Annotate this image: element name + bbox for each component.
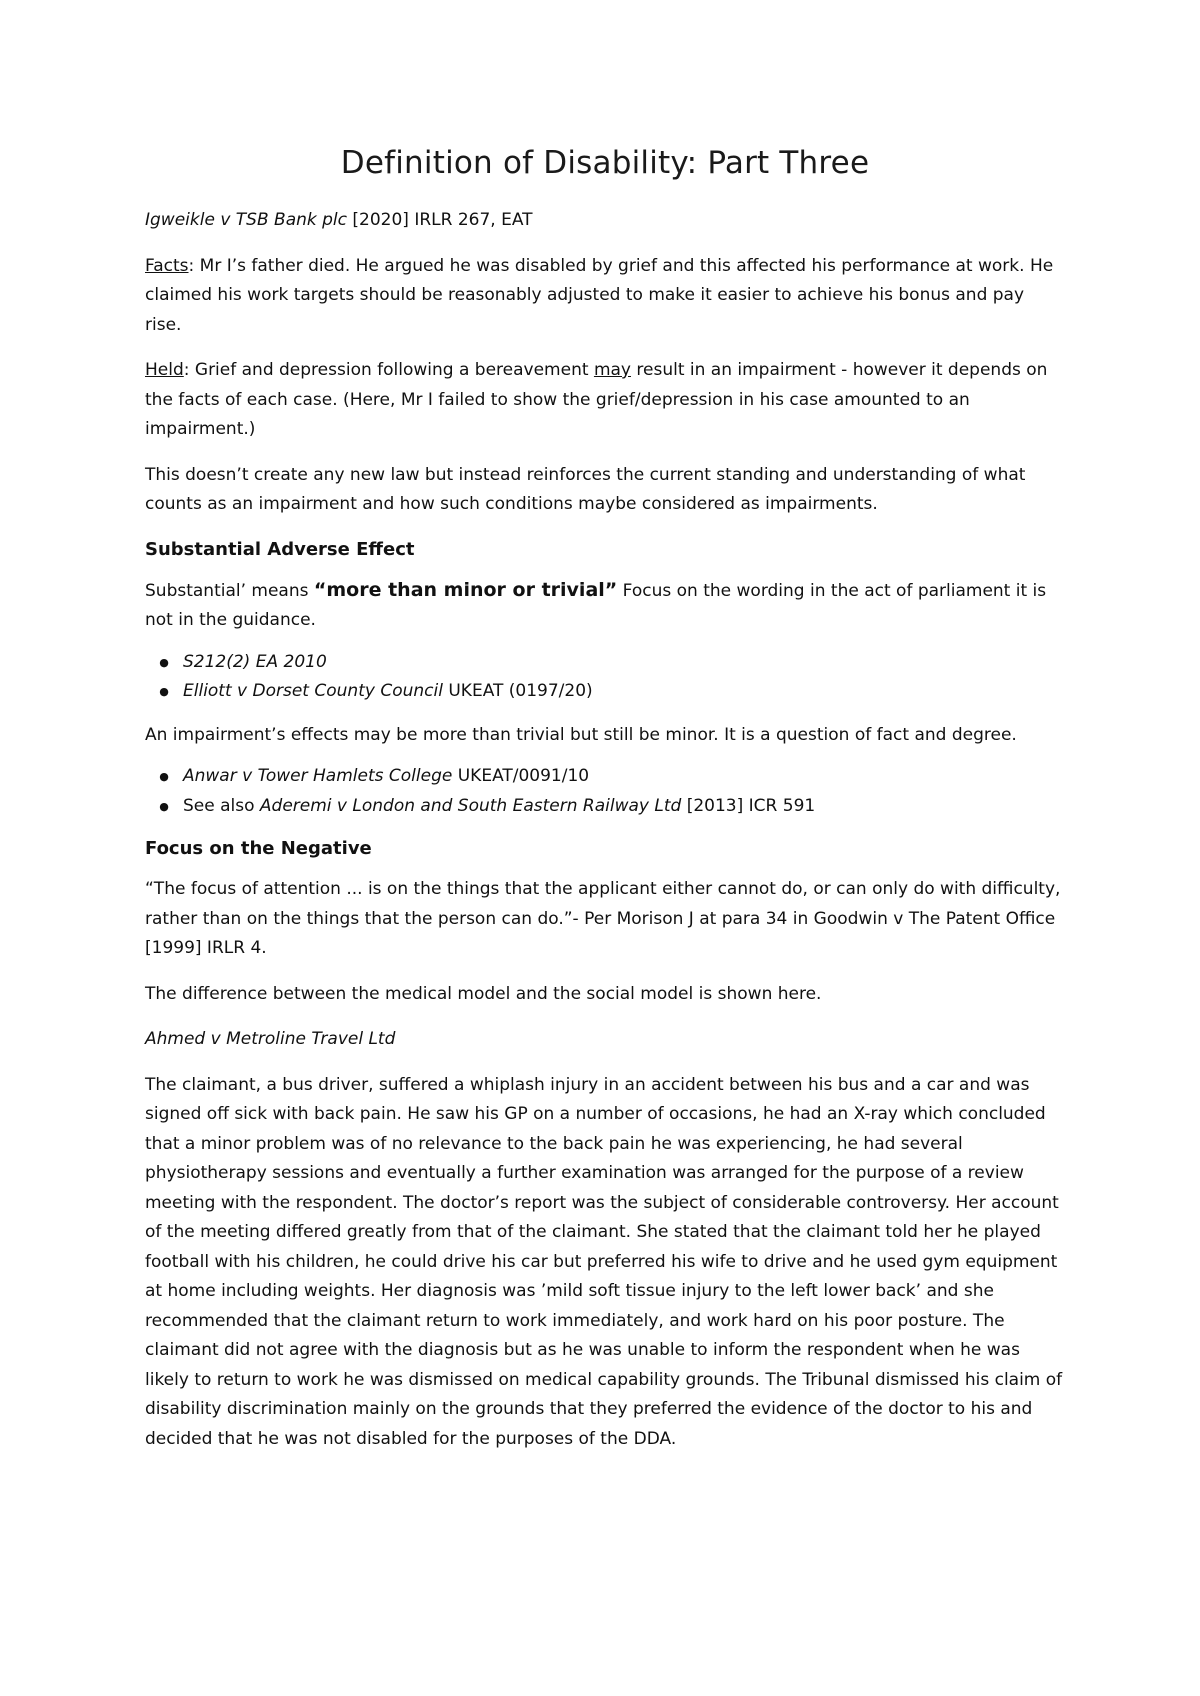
authorities-list-1	[145, 648, 1065, 707]
held-text-b: result in an impairment - however it depends on the facts of each case. (Here, Mr I failed to show the grief/depression in his case amounted to an impairment.)	[145, 360, 1048, 439]
substantial-text-b: Focus on the wording in the act of parliament it is not in the guidance.	[145, 580, 1047, 630]
impairment-effects-paragraph: An impairment’s effects may be more than trivial but still be minor. It is a question of fact and degree.	[145, 724, 1017, 745]
heading-focus-on-the-negative: Focus on the Negative	[145, 838, 372, 859]
list-item-prefix: See also	[183, 795, 260, 816]
heading-substantial-adverse-effect: Substantial Adverse Effect	[145, 538, 415, 560]
held-emphasis: may	[593, 360, 631, 380]
list-item	[145, 762, 1065, 792]
bullet-icon: ●	[159, 799, 169, 813]
commentary-paragraph: This doesn’t create any new law but instead reinforces the current standing and understanding of what counts as an impairment and how such conditions maybe considered as impairments.	[145, 464, 1026, 514]
held-label: Held	[145, 360, 184, 380]
list-item-italic: S212(2) EA 2010	[183, 651, 327, 672]
list-item-rest: UKEAT/0091/10	[452, 766, 590, 786]
substantial-quote: “more than minor or trivial”	[313, 578, 618, 601]
negative-quote-paragraph: “The focus of attention ... is on the things that the applicant either cannot do, or can only do with difficulty, rather than on the things that the person can do.”- Per Morison J at para 34 in Goodwin v The Patent Office [1999] IRLR 4.	[145, 879, 1061, 958]
bullet-icon: ●	[159, 655, 169, 669]
ahmed-facts-paragraph: The claimant, a bus driver, suffered a whiplash injury in an accident between his bus and a car and was signed off sick with back pain. He saw his GP on a number of occasions, he had an X-ray which concluded that a minor problem was of no relevance to the back pain he was experiencing, he had several physiotherapy sessions and eventually a further examination was arranged for the purpose of a review meeting with the respondent. The doctor’s report was the subject of considerable controversy. Her account of the meeting differed greatly from that of the claimant. She stated that the claimant told her he played football with his children, he could drive his car but preferred his wife to drive and he used gym equipment at home including weights. Her diagnosis was ’mild soft tissue injury to the left lower back’ and she recommended that the claimant return to work immediately, and work hard on his poor posture. The claimant did not agree with the diagnosis but as he was unable to inform the respondent when he was likely to return to work he was dismissed on medical capability grounds. The Tribunal dismissed his claim of disability discrimination mainly on the grounds that they preferred the evidence of the doctor to his and decided that he was not disabled for the purposes of the DDA.	[145, 1074, 1063, 1449]
held-paragraph	[145, 356, 1065, 445]
held-text-a: : Grief and depression following a bereavement	[183, 360, 594, 380]
list-item	[145, 648, 1065, 678]
case-citation: [2020] IRLR 267, EAT	[347, 210, 533, 230]
list-item-rest: UKEAT (0197/20)	[442, 681, 593, 701]
list-item-italic: Anwar v Tower Hamlets College	[183, 766, 453, 786]
case-name-ahmed: Ahmed v Metroline Travel Ltd	[145, 1029, 396, 1049]
list-item	[145, 677, 1065, 707]
list-item-italic: Elliott v Dorset County Council	[183, 681, 443, 701]
bullet-icon: ●	[159, 685, 169, 698]
facts-text: : Mr I’s father died. He argued he was disabled by grief and this affected his performance at work. He claimed his work targets should be reasonably adjusted to make it easier to achieve his bonus and pay rise.	[145, 255, 1054, 335]
list-item-rest: [2013] ICR 591	[681, 795, 816, 816]
list-item	[145, 792, 1065, 822]
list-item-italic: Aderemi v London and South Eastern Railway Ltd	[259, 795, 682, 816]
document-flow	[145, 206, 1065, 1470]
substantial-paragraph	[145, 576, 1065, 636]
case-citation-igweikle	[145, 206, 1065, 236]
facts-label: Facts	[145, 255, 189, 276]
models-paragraph: The difference between the medical model and the social model is shown here.	[145, 983, 822, 1004]
page-title: Definition of Disability: Part Three	[340, 145, 870, 181]
facts-paragraph	[145, 252, 1065, 341]
bullet-icon: ●	[159, 770, 169, 783]
case-name: Igweikle v TSB Bank plc	[145, 210, 347, 230]
substantial-text-a: Substantial’ means	[145, 580, 314, 601]
authorities-list-2	[145, 762, 1065, 821]
